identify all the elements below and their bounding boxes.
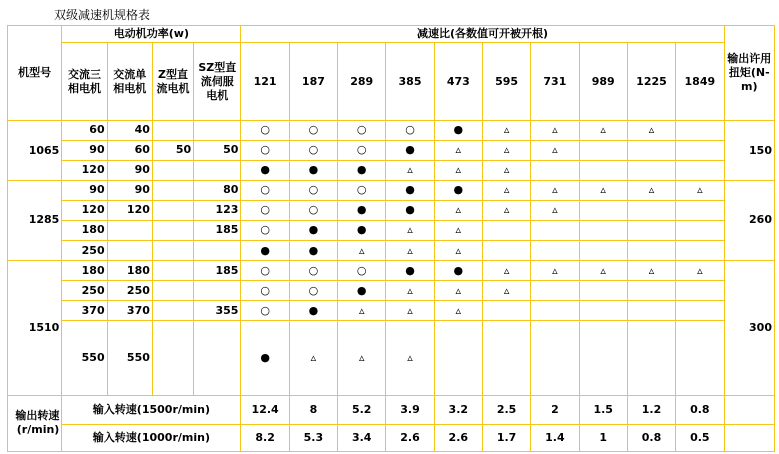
ratio-availability-mark: ▵ [482, 281, 530, 301]
ratio-availability-mark: ● [386, 140, 434, 160]
power-ac3: 250 [62, 281, 107, 301]
ratio-availability-mark [627, 240, 675, 260]
ratio-availability-mark: ○ [241, 140, 289, 160]
empty-cell [724, 395, 774, 424]
torque-cell: 150 [724, 121, 774, 180]
power-dc-z [152, 220, 193, 240]
ratio-availability-mark [482, 240, 530, 260]
power-dc-z [152, 321, 193, 395]
ratio-header-cell: 1225 [627, 43, 675, 121]
power-ac3: 370 [62, 301, 107, 321]
ratio-availability-mark: ▵ [482, 121, 530, 140]
ratio-availability-mark [627, 140, 675, 160]
table-row [8, 160, 775, 180]
ratio-availability-mark: ● [338, 281, 386, 301]
power-ac3: 120 [62, 160, 107, 180]
ratio-availability-mark [676, 200, 724, 220]
ratio-availability-mark: ● [434, 261, 482, 281]
torque-header: 输出许用扭矩(N-m) [724, 26, 774, 121]
ratio-availability-mark [579, 281, 627, 301]
output-speed-value: 0.8 [676, 395, 724, 424]
power-dc-sz: 355 [194, 301, 241, 321]
output-speed-value: 2.6 [386, 424, 434, 451]
ratio-availability-mark: ● [289, 301, 337, 321]
power-dc-z: 50 [152, 140, 193, 160]
ratio-availability-mark: ▵ [434, 160, 482, 180]
ratio-availability-mark [676, 281, 724, 301]
ratio-availability-mark: ▵ [531, 261, 579, 281]
ratio-availability-mark: ▵ [531, 200, 579, 220]
ratio-availability-mark [676, 140, 724, 160]
ratio-availability-mark: ▵ [434, 281, 482, 301]
power-dc-sz: 123 [194, 200, 241, 220]
ratio-availability-mark: ▵ [482, 261, 530, 281]
model-cell: 1285 [8, 180, 62, 260]
ratio-availability-mark [676, 160, 724, 180]
ratio-availability-mark [676, 121, 724, 140]
ratio-availability-mark: ○ [338, 140, 386, 160]
output-speed-value: 1.7 [482, 424, 530, 451]
power-dc-z [152, 160, 193, 180]
output-speed-value: 5.2 [338, 395, 386, 424]
ratio-availability-mark: ▵ [338, 321, 386, 395]
power-ac1: 90 [107, 160, 152, 180]
power-dc-z [152, 301, 193, 321]
table-row [8, 180, 775, 200]
ratio-availability-mark: ▵ [482, 140, 530, 160]
power-ac1: 90 [107, 180, 152, 200]
ratio-availability-mark: ▵ [338, 301, 386, 321]
ratio-availability-mark: ▵ [482, 160, 530, 180]
ratio-availability-mark [531, 160, 579, 180]
power-ac3: 120 [62, 200, 107, 220]
ratio-availability-mark: ○ [386, 121, 434, 140]
power-ac3: 90 [62, 180, 107, 200]
ratio-availability-mark [531, 240, 579, 260]
motor-type-ac1: 交流单相电机 [107, 43, 152, 121]
ratio-availability-mark: ● [386, 200, 434, 220]
ratio-availability-mark: ▵ [386, 240, 434, 260]
ratio-availability-mark: ● [289, 240, 337, 260]
motor-type-dc-sz: SZ型直流伺服电机 [194, 43, 241, 121]
ratio-availability-mark: ○ [338, 261, 386, 281]
output-speed-value: 1.2 [627, 395, 675, 424]
ratio-availability-mark: ○ [241, 180, 289, 200]
ratio-availability-mark: ● [386, 180, 434, 200]
ratio-availability-mark: ● [338, 160, 386, 180]
ratio-header-cell: 187 [289, 43, 337, 121]
ratio-availability-mark: ▵ [434, 240, 482, 260]
ratio-availability-mark: ○ [241, 281, 289, 301]
output-speed-value: 3.2 [434, 395, 482, 424]
ratio-availability-mark [482, 220, 530, 240]
power-ac3: 180 [62, 220, 107, 240]
ratio-availability-mark: ▵ [627, 180, 675, 200]
model-header: 机型号 [8, 26, 62, 121]
ratio-availability-mark [579, 321, 627, 395]
ratio-header-cell: 385 [386, 43, 434, 121]
output-speed-label: 输出转速(r/min) [8, 395, 62, 451]
power-dc-sz: 185 [194, 261, 241, 281]
table-title: 双级减速机规格表 [54, 8, 151, 22]
power-ac1: 120 [107, 200, 152, 220]
power-dc-sz: 185 [194, 220, 241, 240]
ratio-availability-mark [627, 220, 675, 240]
table-row [8, 281, 775, 301]
ratio-availability-mark: ○ [289, 140, 337, 160]
input-speed-label: 输入转速(1000r/min) [62, 424, 241, 451]
model-cell: 1510 [8, 261, 62, 396]
ratio-header-cell: 473 [434, 43, 482, 121]
output-speed-value: 1.5 [579, 395, 627, 424]
ratio-availability-mark: ○ [338, 180, 386, 200]
ratio-header-cell: 731 [531, 43, 579, 121]
ratio-availability-mark: ▵ [386, 301, 434, 321]
power-dc-z [152, 281, 193, 301]
output-speed-value: 8.2 [241, 424, 289, 451]
table-row [8, 200, 775, 220]
output-speed-value: 8 [289, 395, 337, 424]
ratio-availability-mark [579, 160, 627, 180]
ratio-availability-mark: ▵ [386, 160, 434, 180]
output-speed-value: 5.3 [289, 424, 337, 451]
power-ac1 [107, 220, 152, 240]
ratio-header-cell: 989 [579, 43, 627, 121]
ratio-availability-mark: ▵ [386, 281, 434, 301]
power-ac3: 180 [62, 261, 107, 281]
ratio-availability-mark [531, 301, 579, 321]
power-dc-sz [194, 321, 241, 395]
output-speed-value: 2.5 [482, 395, 530, 424]
ratio-availability-mark: ▵ [434, 220, 482, 240]
ratio-availability-mark: ○ [338, 121, 386, 140]
ratio-availability-mark [676, 321, 724, 395]
ratio-availability-mark: ● [338, 220, 386, 240]
ratio-availability-mark: ▵ [338, 240, 386, 260]
ratio-availability-mark [676, 220, 724, 240]
ratio-header: 减速比(各数值可开被开根) [241, 26, 724, 43]
power-dc-sz: 80 [194, 180, 241, 200]
power-ac1: 180 [107, 261, 152, 281]
ratio-availability-mark [531, 321, 579, 395]
ratio-availability-mark [627, 321, 675, 395]
ratio-availability-mark: ▵ [579, 180, 627, 200]
power-ac1: 40 [107, 121, 152, 140]
table-row [8, 121, 775, 140]
table-row [8, 321, 775, 395]
ratio-availability-mark: ▵ [434, 200, 482, 220]
output-speed-value: 2.6 [434, 424, 482, 451]
table-row [8, 301, 775, 321]
ratio-availability-mark: ▵ [434, 140, 482, 160]
table-row [8, 240, 775, 260]
power-dc-sz [194, 240, 241, 260]
ratio-availability-mark: ○ [241, 121, 289, 140]
power-dc-sz [194, 121, 241, 140]
output-speed-value: 3.9 [386, 395, 434, 424]
ratio-availability-mark: ● [434, 180, 482, 200]
power-dc-z [152, 261, 193, 281]
torque-cell: 300 [724, 261, 774, 396]
spec-table [7, 25, 775, 452]
ratio-availability-mark [579, 200, 627, 220]
ratio-availability-mark: ▵ [531, 180, 579, 200]
power-ac1: 60 [107, 140, 152, 160]
motor-type-dc-z: Z型直流电机 [152, 43, 193, 121]
ratio-availability-mark: ● [338, 200, 386, 220]
ratio-availability-mark: ● [241, 321, 289, 395]
power-ac3: 550 [62, 321, 107, 395]
power-ac1 [107, 240, 152, 260]
output-speed-value: 12.4 [241, 395, 289, 424]
ratio-availability-mark: ▵ [289, 321, 337, 395]
ratio-availability-mark: ● [434, 121, 482, 140]
ratio-availability-mark [579, 140, 627, 160]
ratio-availability-mark: ● [289, 160, 337, 180]
power-dc-sz: 50 [194, 140, 241, 160]
ratio-availability-mark: ▵ [531, 121, 579, 140]
power-dc-z [152, 180, 193, 200]
ratio-availability-mark: ○ [241, 261, 289, 281]
table-row [8, 220, 775, 240]
table-row [8, 140, 775, 160]
speed-row [8, 395, 775, 424]
ratio-availability-mark: ▵ [627, 121, 675, 140]
ratio-availability-mark [627, 200, 675, 220]
output-speed-value: 0.8 [627, 424, 675, 451]
ratio-availability-mark [579, 240, 627, 260]
power-dc-z [152, 121, 193, 140]
output-speed-value: 0.5 [676, 424, 724, 451]
ratio-availability-mark: ● [289, 220, 337, 240]
ratio-availability-mark: ● [241, 160, 289, 180]
ratio-availability-mark: ▵ [386, 220, 434, 240]
ratio-availability-mark [482, 321, 530, 395]
table-row [8, 261, 775, 281]
ratio-header-cell: 289 [338, 43, 386, 121]
ratio-availability-mark: ● [386, 261, 434, 281]
ratio-availability-mark [434, 321, 482, 395]
ratio-availability-mark: ▵ [482, 200, 530, 220]
ratio-availability-mark: ○ [289, 121, 337, 140]
output-speed-value: 3.4 [338, 424, 386, 451]
power-ac1: 370 [107, 301, 152, 321]
ratio-availability-mark: ▵ [386, 321, 434, 395]
power-dc-z [152, 200, 193, 220]
output-speed-value: 1 [579, 424, 627, 451]
ratio-availability-mark: ▵ [627, 261, 675, 281]
output-speed-value: 1.4 [531, 424, 579, 451]
ratio-availability-mark [531, 281, 579, 301]
ratio-availability-mark: ○ [289, 180, 337, 200]
input-speed-label: 输入转速(1500r/min) [62, 395, 241, 424]
ratio-availability-mark [676, 301, 724, 321]
ratio-availability-mark: ○ [289, 200, 337, 220]
ratio-availability-mark: ● [241, 240, 289, 260]
power-ac3: 60 [62, 121, 107, 140]
speed-row [8, 424, 775, 451]
power-ac1: 550 [107, 321, 152, 395]
ratio-availability-mark: ▵ [531, 140, 579, 160]
ratio-availability-mark: ○ [289, 281, 337, 301]
ratio-availability-mark [627, 301, 675, 321]
motor-type-ac3: 交流三相电机 [62, 43, 107, 121]
motor-power-header: 电动机功率(w) [62, 26, 241, 43]
ratio-availability-mark: ○ [241, 200, 289, 220]
ratio-availability-mark: ▵ [579, 121, 627, 140]
ratio-availability-mark [531, 220, 579, 240]
power-dc-sz [194, 281, 241, 301]
ratio-availability-mark: ▵ [579, 261, 627, 281]
ratio-availability-mark [579, 220, 627, 240]
power-ac1: 250 [107, 281, 152, 301]
ratio-availability-mark: ○ [241, 301, 289, 321]
ratio-availability-mark [627, 160, 675, 180]
output-speed-value: 2 [531, 395, 579, 424]
ratio-availability-mark [676, 240, 724, 260]
ratio-availability-mark [579, 301, 627, 321]
power-dc-z [152, 240, 193, 260]
ratio-header-cell: 1849 [676, 43, 724, 121]
torque-cell: 260 [724, 180, 774, 260]
ratio-availability-mark: ○ [241, 220, 289, 240]
ratio-availability-mark: ○ [289, 261, 337, 281]
model-cell: 1065 [8, 121, 62, 180]
ratio-header-cell: 595 [482, 43, 530, 121]
ratio-availability-mark: ▵ [434, 301, 482, 321]
ratio-header-cell: 121 [241, 43, 289, 121]
power-ac3: 250 [62, 240, 107, 260]
ratio-availability-mark [627, 281, 675, 301]
ratio-availability-mark [482, 301, 530, 321]
power-dc-sz [194, 160, 241, 180]
power-ac3: 90 [62, 140, 107, 160]
ratio-availability-mark: ▵ [676, 261, 724, 281]
ratio-availability-mark: ▵ [482, 180, 530, 200]
empty-cell [724, 424, 774, 451]
ratio-availability-mark: ▵ [676, 180, 724, 200]
